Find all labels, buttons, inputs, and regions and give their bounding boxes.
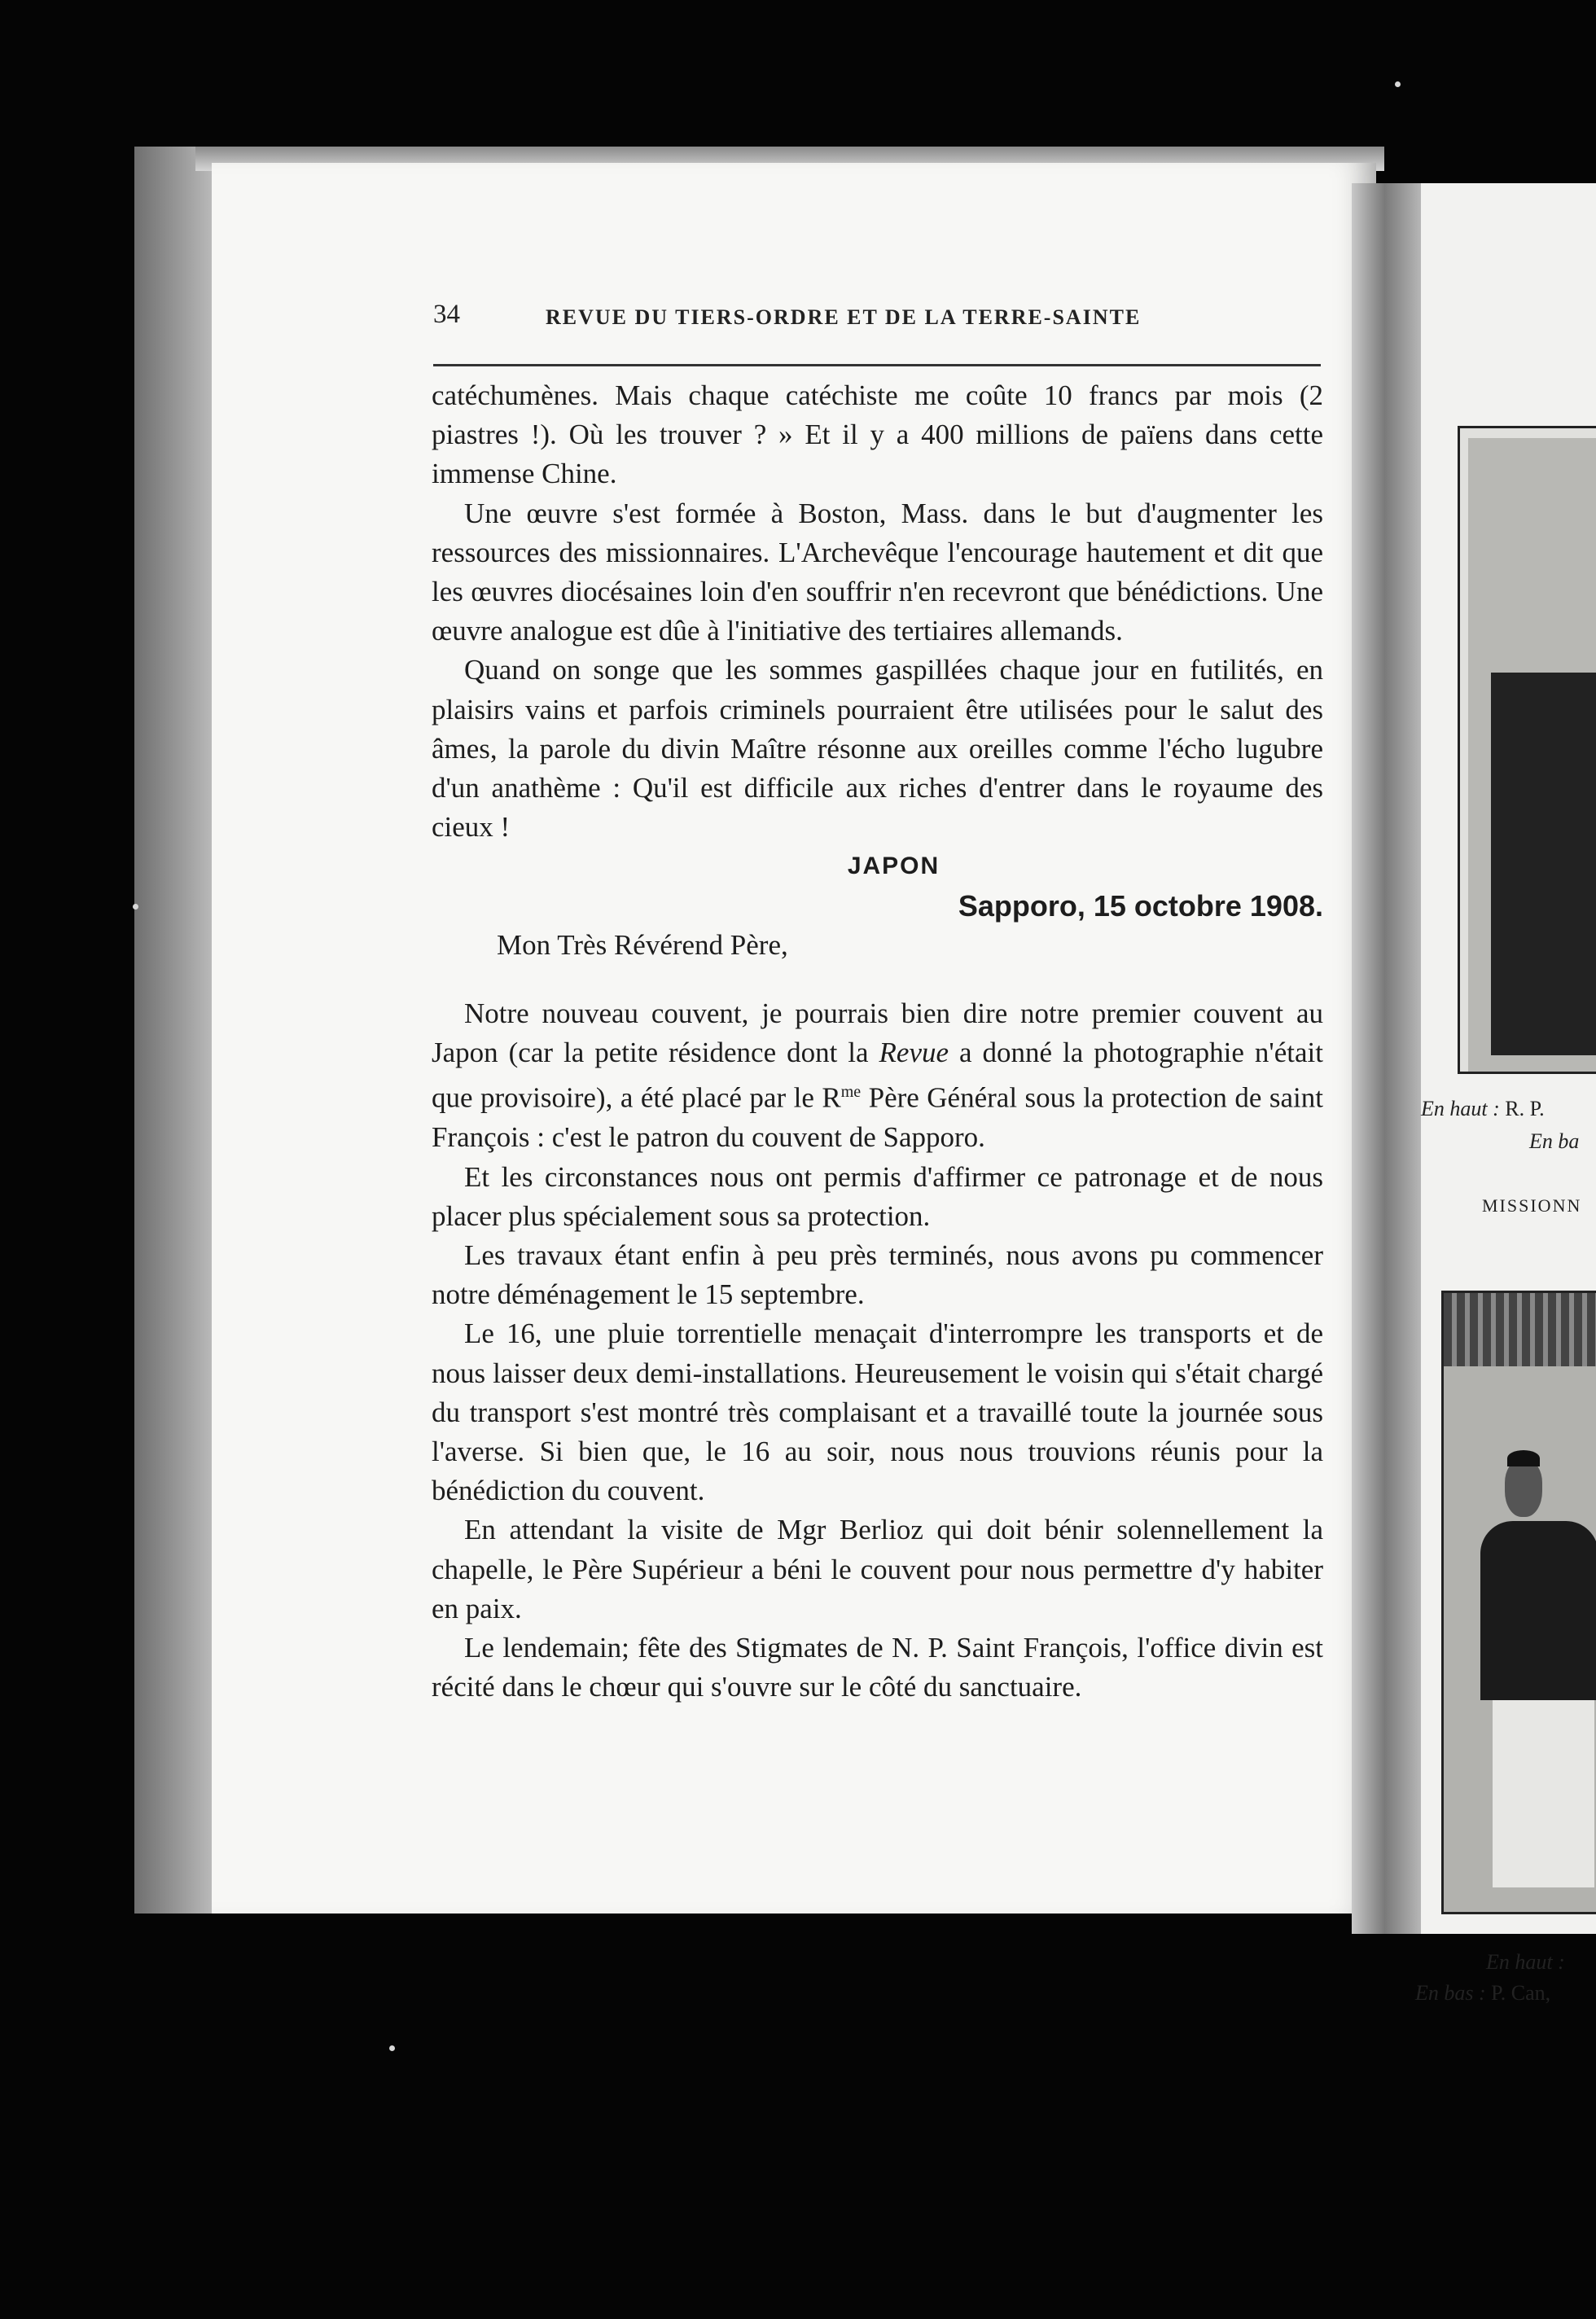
superscript: me [840,1083,862,1102]
caption-italic: En bas : [1415,1981,1486,2005]
paragraph: Et les circonstances nous ont permis d'affirmer ce patronage et de nous placer plus spécialement sous sa protection. [432,1160,1323,1232]
book-edge-shadow [134,147,212,1914]
paragraph: Quand on songe que les sommes gaspillées chaque jour en futilités, en plaisirs vains et parfois criminels pourraient être utilisées pour le salut des âmes, la parole du divin Maître résonne aux oreilles comme l'écho lugubre d'un anathème : Qu'il est difficile aux riches d'entrer dans le royaume des cieux ! [432,654,1323,844]
salutation: Mon Très Révérend Père, [497,928,788,961]
photo-figure-legs [1493,1700,1594,1887]
photo-portrait [1441,1291,1596,1914]
photo-figure-head [1505,1460,1542,1517]
text-run: Notre nouveau couvent, je pourrais bien dire notre premier couvent au Japon (car la petite résidence dont la [432,997,1323,1069]
speck [1395,81,1401,87]
caption: En ba [1529,1129,1580,1153]
header-rule [433,364,1321,366]
paragraph: Les travaux étant enfin à peu près terminés, nous avons pu commencer notre déménagement le 15 septembre. [432,1238,1323,1311]
book-gutter [1352,183,1425,1934]
photo-roof [1444,1293,1596,1366]
caption-text: R. P. [1499,1097,1545,1120]
page-number: 34 [433,300,460,329]
speck [389,2045,395,2051]
paragraph [432,994,1323,1157]
caption-italic: En haut : [1421,1097,1500,1120]
section-title: JAPON [847,853,940,880]
caption: MISSIONN [1482,1195,1582,1216]
speck [133,904,138,910]
paragraph: En attendant la visite de Mgr Berlioz qui doit bénir solennellement la chapelle, le Père Supérieur a béni le couvent pour nous permettre d'y habiter en paix. [432,1514,1323,1624]
journal-title: REVUE DU TIERS-ORDRE ET DE LA TERRE-SAINTE [546,305,1142,329]
caption: En haut : [1486,1950,1565,1974]
paragraph: Le lendemain; fête des Stigmates de N. P. Saint François, l'office divin est récité dans le chœur qui s'ouvre sur le côté du sanctuaire. [432,1631,1323,1703]
paragraph: catéchumènes. Mais chaque catéchiste me coûte 10 francs par mois (2 piastres !). Où les trouver ? » Et il y a 400 millions de païens dans cette immense Chine. [432,379,1323,490]
paragraph: Une œuvre s'est formée à Boston, Mass. dans le but d'augmenter les ressources des missionnaires. L'Archevêque l'encourage hautement et dit que les œuvres diocésaines loin d'en souffrir n'en recevront que bénédictions. Une œuvre analogue est dûe à l'initiative des tertiaires allemands. [432,497,1323,647]
caption-text: P. Can, [1485,1981,1551,2005]
text-run: a donné la photographie n'était que provisoire), a été placé par le R [432,1037,1323,1115]
dateline: Sapporo, 15 octobre 1908. [958,888,1323,923]
photo-building [1458,426,1596,1074]
photo-figure-hat [1507,1450,1540,1466]
caption [1421,1097,1545,1121]
running-head [433,300,1321,332]
photo-doorway [1491,673,1596,1055]
caption [1415,1981,1550,2006]
photo-figure-body [1480,1521,1596,1700]
article-body [432,376,1323,1707]
text-run: Père Général sous la protection de saint François : c'est le patron du couvent de Sapporo. [432,1082,1323,1154]
paragraph: Le 16, une pluie torrentielle menaçait d'interrompre les transports et de nous laisser deux demi-installations. Heureusement le voisin qui s'était chargé du transport s'est montré très complaisant et a travaillé toute la journée sous l'averse. Si bien que, le 16 au soir, nous nous trouvions réunis pour la bénédiction du couvent. [432,1317,1323,1507]
italic-title: Revue [879,1037,949,1069]
